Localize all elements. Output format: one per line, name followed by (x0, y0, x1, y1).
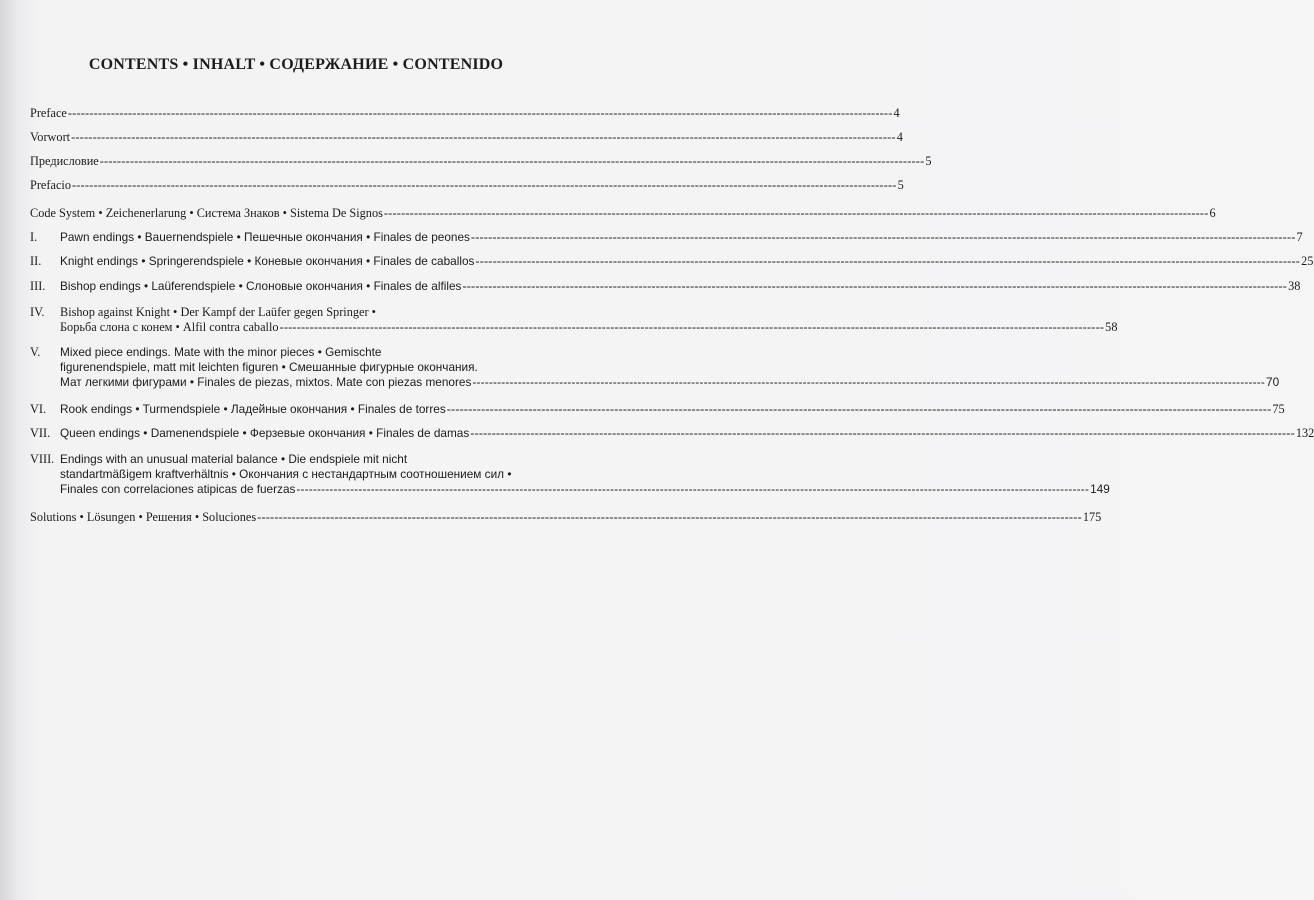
dot-leader (100, 154, 925, 169)
dot-leader (447, 402, 1272, 417)
toc-entry-bishop-endings[interactable] (30, 279, 1301, 294)
toc-entry-line: figurenendspiele, matt mit leichten figuren • Смешанные фигурные окончания. (60, 360, 478, 374)
dot-leader (462, 279, 1287, 294)
chapter-number: II. (30, 254, 42, 268)
toc-entry-title: Preface (30, 106, 67, 120)
toc-entry-predislovie[interactable] (30, 154, 932, 169)
toc-entry-vorwort[interactable] (30, 130, 903, 145)
chapter-number: VII. (30, 426, 51, 440)
chapter-number: III. (30, 279, 46, 293)
toc-entry-last-line: Finales con correlaciones atipicas de fuerzas (60, 482, 296, 496)
toc-page-number: 4 (896, 130, 903, 144)
dot-leader (296, 482, 1089, 497)
toc-entry-title: Vorwort (30, 130, 71, 144)
toc-entry-solutions[interactable] (30, 510, 1102, 525)
toc-entry-title: Pawn endings • Bauernendspiele • Пешечные окончания • Finales de peones (60, 230, 470, 244)
toc-page-number: 38 (1288, 279, 1301, 293)
toc-page-number: 75 (1272, 402, 1285, 416)
toc-page-number: 6 (1209, 206, 1216, 220)
toc-entry-title: Rook endings • Turmendspiele • Ладейные окончания • Finales de torres (60, 402, 446, 416)
dot-leader (68, 106, 893, 121)
dot-leader (470, 426, 1295, 441)
toc-entry-title: Solutions • Lösungen • Решения • Soluciones (30, 510, 257, 524)
dot-leader (257, 510, 1082, 525)
toc-entry-line: Mixed piece endings. Mate with the minor pieces • Gemischte (60, 345, 382, 359)
dot-leader (471, 230, 1296, 245)
toc-entry-prefacio[interactable] (30, 178, 904, 193)
toc-page-number: 132 (1295, 426, 1314, 440)
toc-entry-last-line: Мат легкими фигурами • Finales de piezas, mixtos. Mate con piezas menores (60, 375, 472, 389)
toc-page-number: 5 (897, 178, 904, 192)
toc-entry-title: Prefacio (30, 178, 71, 192)
chapter-number: VI. (30, 402, 47, 416)
dot-leader (72, 178, 897, 193)
toc-entry-title: Bishop endings • Laüferendspiele • Слоновые окончания • Finales de alfiles (60, 279, 462, 293)
chapter-number: I. (30, 230, 38, 244)
toc-entry-last-line: Борьба слона с конем • Alfil contra caballo (60, 320, 279, 334)
toc-entry-line: Bishop against Knight • Der Kampf der Laüfer gegen Springer • (60, 305, 376, 319)
toc-entry-queen-endings[interactable] (30, 426, 1314, 441)
dot-leader (472, 375, 1265, 390)
chapter-number: VIII. (30, 452, 55, 466)
toc-page-number: 149 (1090, 482, 1110, 496)
toc-entry-knight-endings[interactable] (30, 254, 1314, 269)
toc-entry-pawn-endings[interactable] (30, 230, 1303, 245)
toc-page-number: 7 (1296, 230, 1303, 244)
chapter-number: IV. (30, 305, 45, 319)
toc-page-number: 175 (1082, 510, 1102, 524)
toc-page-number: 5 (925, 154, 932, 168)
toc-entry-line: standartmäßigem kraftverhältnis • Окончания с нестандартным соотношением сил • (60, 467, 512, 481)
chapter-number: V. (30, 345, 41, 359)
toc-entry-preface[interactable] (30, 106, 900, 121)
dot-leader (71, 130, 896, 145)
toc-page-number: 4 (893, 106, 900, 120)
toc-entry-code-system[interactable] (30, 206, 1216, 221)
page-title: CONTENTS • INHALT • СОДЕРЖАНИЕ • CONTENIDO (88, 56, 504, 73)
toc-entry-title: Предисловие (30, 154, 99, 168)
toc-entry-rook-endings[interactable] (30, 402, 1285, 417)
dot-leader (475, 254, 1300, 269)
toc-page-number: 25 (1301, 254, 1314, 268)
toc-entry-title: Queen endings • Damenendspiele • Ферзевые окончания • Finales de damas (60, 426, 470, 440)
dot-leader (384, 206, 1209, 221)
toc-entry-bishop-against-knight[interactable] (30, 305, 1118, 335)
toc-entry-mixed-piece-endings[interactable] (30, 345, 1280, 390)
toc-entry-line: Endings with an unusual material balance • Die endspiele mit nicht (60, 452, 408, 466)
toc-entry-title: Code System • Zeichenerlarung • Система Знаков • Sistema De Signos (30, 206, 383, 220)
toc-entry-unusual-material-balance[interactable] (30, 452, 1110, 497)
toc-page-number: 70 (1266, 375, 1280, 389)
dot-leader (280, 320, 1105, 335)
toc-page-number: 58 (1105, 320, 1118, 334)
toc-entry-title: Knight endings • Springerendspiele • Коневые окончания • Finales de caballos (60, 254, 475, 268)
